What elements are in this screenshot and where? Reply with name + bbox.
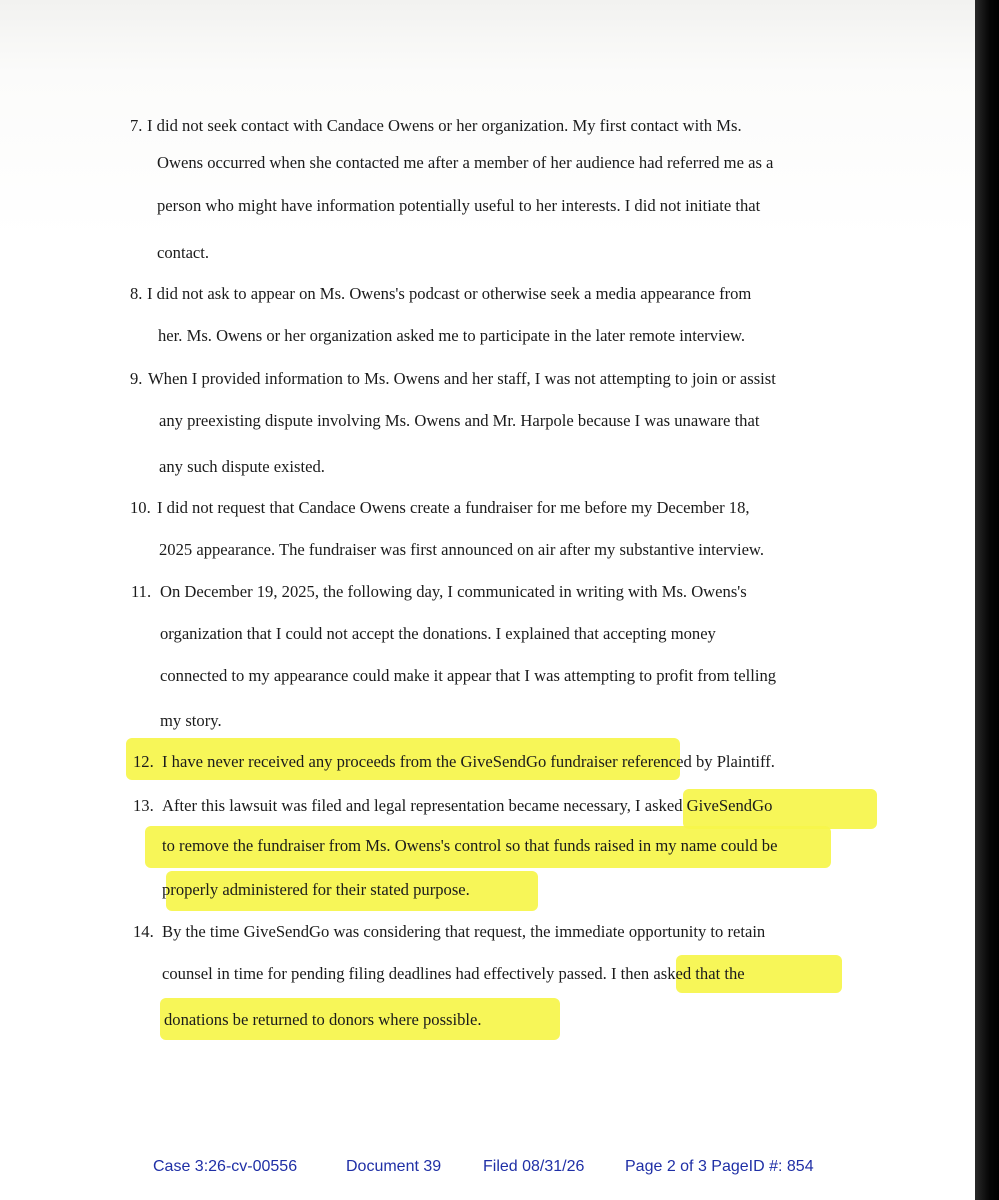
paragraph-number: 8. [130,284,143,303]
paragraph-line: any such dispute existed. [159,457,325,476]
paragraph-line: After this lawsuit was filed and legal representation became necessary, I asked GiveSendGo [162,796,773,815]
paragraph-line: contact. [157,243,210,262]
paragraph-number: 12. [133,752,154,771]
paragraph-line: I did not request that Candace Owens create a fundraiser for me before my December 18, [157,498,750,517]
footer-filed-date: Filed 08/31/26 [483,1158,585,1175]
paragraph-line: person who might have information potentially useful to her interests. I did not initiate that [157,196,761,215]
footer-document: Document 39 [346,1158,442,1175]
paragraph-number: 9. [130,369,143,388]
paragraph-number: 10. [130,498,151,517]
footer-case-number: Case 3:26-cv-00556 [153,1158,298,1175]
paragraph-line: properly administered for their stated purpose. [162,880,470,899]
paragraph-line: When I provided information to Ms. Owens and her staff, I was not attempting to join or assist [148,369,776,388]
paragraph-line: connected to my appearance could make it appear that I was attempting to profit from telling [160,666,777,685]
paragraph-line: counsel in time for pending filing deadlines had effectively passed. I then asked that the [162,964,745,983]
paragraph-number: 13. [133,796,154,815]
paragraph-line: to remove the fundraiser from Ms. Owens's control so that funds raised in my name could be [162,836,778,855]
paragraph-line: On December 19, 2025, the following day, I communicated in writing with Ms. Owens's [160,582,747,601]
paragraph-line: I did not ask to appear on Ms. Owens's podcast or otherwise seek a media appearance from [147,284,752,303]
paragraph-line: her. Ms. Owens or her organization asked me to participate in the later remote interview. [158,326,746,345]
paragraph-number: 14. [133,922,154,941]
paragraph-line: donations be returned to donors where possible. [164,1010,482,1029]
page-edge-shadow [975,0,999,1200]
paragraph-number: 7. [130,116,143,135]
paragraph-number: 11. [131,582,152,601]
footer-page-id: Page 2 of 3 PageID #: 854 [625,1158,814,1175]
paragraph-line: Owens occurred when she contacted me after a member of her audience had referred me as a [157,153,774,172]
paragraph-line: By the time GiveSendGo was considering that request, the immediate opportunity to retain [162,922,766,941]
paragraph-line: my story. [160,711,222,730]
case-footer [0,1158,975,1182]
paragraph-line: I did not seek contact with Candace Owens or her organization. My first contact with Ms. [147,116,742,135]
paragraph-line: I have never received any proceeds from the GiveSendGo fundraiser referenced by Plaintiff. [162,752,775,771]
paragraph-line: organization that I could not accept the donations. I explained that accepting money [160,624,716,643]
paragraph-line: 2025 appearance. The fundraiser was first announced on air after my substantive interview. [159,540,764,559]
paragraph-line: any preexisting dispute involving Ms. Owens and Mr. Harpole because I was unaware that [159,411,760,430]
